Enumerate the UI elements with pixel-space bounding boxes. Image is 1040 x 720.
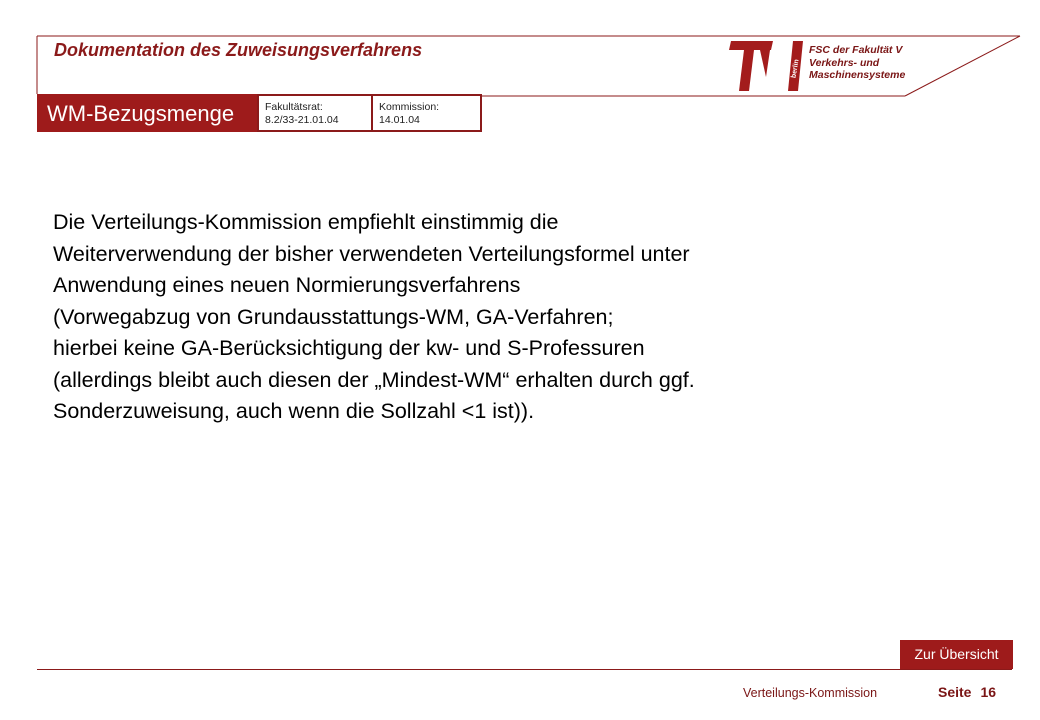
org-line: Verkehrs- und: [809, 56, 880, 69]
body-line: Die Verteilungs-Kommission empfiehlt einstimmig die: [53, 210, 559, 234]
body-line: (allerdings bleibt auch diesen der „Mindest-WM“ erhalten durch ggf.: [53, 367, 695, 392]
footer-divider: [37, 669, 1012, 670]
organization-label: [809, 44, 905, 82]
page-label: Seite: [938, 684, 972, 700]
overview-button[interactable]: Zur Übersicht: [900, 640, 1013, 669]
kommission-value: 14.01.04: [379, 114, 420, 126]
fakultaetsrat-box: [257, 94, 371, 132]
document-title: Dokumentation des Zuweisungsverfahrens: [54, 40, 423, 60]
page-number: 16: [980, 684, 997, 700]
tu-berlin-logo: [727, 39, 805, 93]
section-title: WM-Bezugsmenge: [37, 94, 257, 132]
org-line: FSC der Fakultät V: [809, 44, 903, 56]
fakultaetsrat-label: Fakultätsrat:: [265, 101, 323, 113]
fakultaetsrat-value: 8.2/33-21.01.04: [265, 114, 339, 126]
body-line: hierbei keine GA-Berücksichtigung der kw- und S-Professuren: [53, 336, 645, 360]
body-line: Sonderzuweisung, auch wenn die Sollzahl <1 ist)).: [53, 399, 535, 423]
kommission-label: Kommission:: [379, 101, 440, 113]
logo-berlin-text: berlin: [790, 58, 801, 79]
kommission-box: [371, 94, 482, 132]
body-paragraph: [53, 207, 933, 428]
page-indicator: [938, 684, 1005, 700]
body-line: Anwendung eines neuen Normierungsverfahrens: [53, 273, 521, 297]
body-line: Weiterverwendung der bisher verwendeten Verteilungsformel unter: [53, 241, 690, 266]
org-line: Maschinensysteme: [809, 69, 906, 81]
footer-label: Verteilungs-Kommission: [743, 686, 878, 700]
body-line: (Vorwegabzug von Grundausstattungs-WM, GA-Verfahren;: [53, 304, 614, 329]
